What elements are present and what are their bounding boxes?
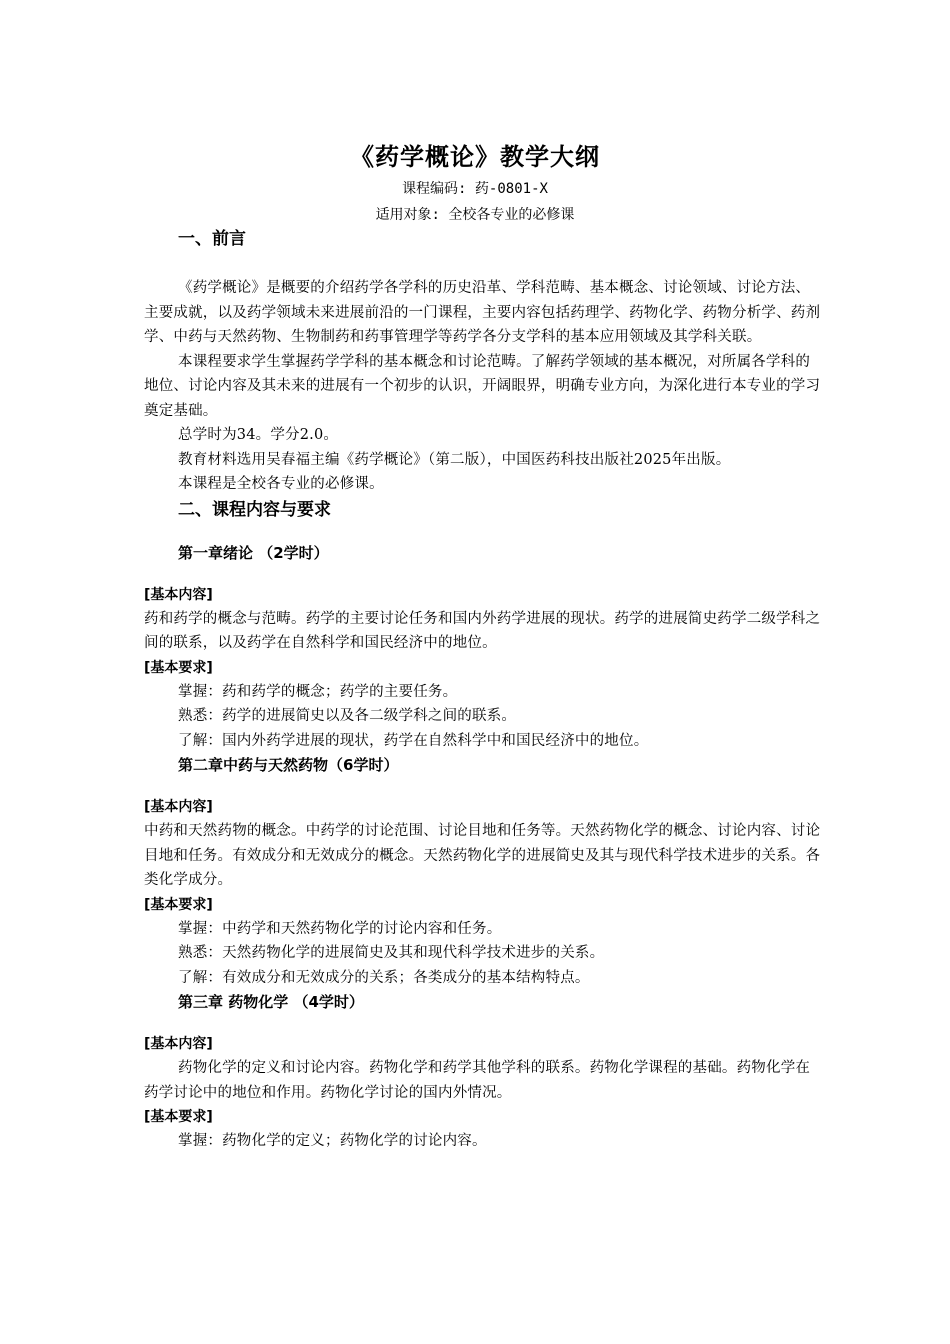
chapter-2-requirement-1: 掌握：中药学和天然药物化学的讨论内容和任务。 xyxy=(178,920,502,937)
chapter-2-requirement-2: 熟悉：天然药物化学的进展简史及其和现代科学技术进步的关系。 xyxy=(178,945,605,961)
chapter-1-content: 药和药学的概念与范畴。药学的主要讨论任务和国内外药学进展的现状。药学的进展简史药学二级学科之间的联系，以及药学在自然科学和国民经济中的地位。 xyxy=(144,610,821,651)
chapter-3-title: 第三章 药物化学 （4学时） xyxy=(178,993,364,1011)
chapter-2-content-label: [基本内容] xyxy=(144,799,213,815)
chapter-1-content-label: [基本内容] xyxy=(144,586,213,603)
chapter-2-requirements-label: [基本要求] xyxy=(144,896,213,913)
course-audience: 适用对象: 全校各专业的必修课 xyxy=(375,207,575,223)
chapter-1-requirement-2: 熟悉：药学的进展简史以及各二级学科之间的联系。 xyxy=(178,708,517,724)
chapter-3-content-label: [基本内容] xyxy=(144,1036,213,1052)
chapter-2-requirement-3: 了解：有效成分和无效成分的关系；各类成分的基本结构特点。 xyxy=(178,969,590,986)
preface-paragraph-2: 本课程要求学生掌握药学学科的基本概念和讨论范畴。了解药学领域的基本概况，对所属各学科的地位、讨论内容及其未来的进展有一个初步的认识，开阔眼界，明确专业方向，为深化进行本专业的学习奠定基础。 xyxy=(144,353,821,419)
chapter-1-requirement-1: 掌握：药和药学的概念；药学的主要任务。 xyxy=(178,683,458,700)
chapter-1-requirements-label: [基本要求] xyxy=(144,659,213,676)
section-heading-content: 二、课程内容与要求 xyxy=(178,499,331,520)
document-title: 《药学概论》教学大纲 xyxy=(350,143,600,171)
chapter-3-requirements-label: [基本要求] xyxy=(144,1109,213,1125)
chapter-3-content: 药物化学的定义和讨论内容。药物化学和药学其他学科的联系。药物化学课程的基础。药物化学在药学讨论中的地位和作用。药物化学讨论的国内外情况。 xyxy=(144,1060,811,1101)
chapter-1-title: 第一章绪论 （2学时） xyxy=(178,543,329,562)
document-body xyxy=(144,226,824,1154)
preface-paragraph-1: 《药学概论》是概要的介绍药学各学科的历史沿革、学科范畴、基本概念、讨论领域、讨论方法、主要成就，以及药学领域未来进展前沿的一门课程，主要内容包括药理学、药物化学、药物分析学、药剂学、中药与天然药物、生物制药和药事管理学等药学各分支学科的基本应用领域及其学科关联。 xyxy=(144,280,821,345)
chapter-1-requirement-3: 了解：国内外药学进展的现状，药学在自然科学中和国民经济中的地位。 xyxy=(178,732,649,749)
section-heading-preface: 一、前言 xyxy=(178,229,246,249)
chapter-3-requirement-1: 掌握：药物化学的定义；药物化学的讨论内容。 xyxy=(178,1133,487,1149)
chapter-2-title: 第二章中药与天然药物（6学时） xyxy=(178,756,399,774)
course-code: 课程编码: 药-0801-X xyxy=(402,181,548,197)
preface-paragraph-3: 总学时为34。学分2.0。 xyxy=(178,427,339,443)
preface-paragraph-5: 本课程是全校各专业的必修课。 xyxy=(178,476,384,492)
preface-paragraph-4: 教育材料选用吴春福主编《药学概论》（第二版），中国医药科技出版社2025年出版。 xyxy=(178,451,731,468)
chapter-2-content: 中药和天然药物的概念。中药学的讨论范围、讨论目地和任务等。天然药物化学的概念、讨论内容、讨论目地和任务。有效成分和无效成分的概念。天然药物化学的进展简史及其与现代科学技术进步的关系。各类化学成分。 xyxy=(144,823,821,888)
